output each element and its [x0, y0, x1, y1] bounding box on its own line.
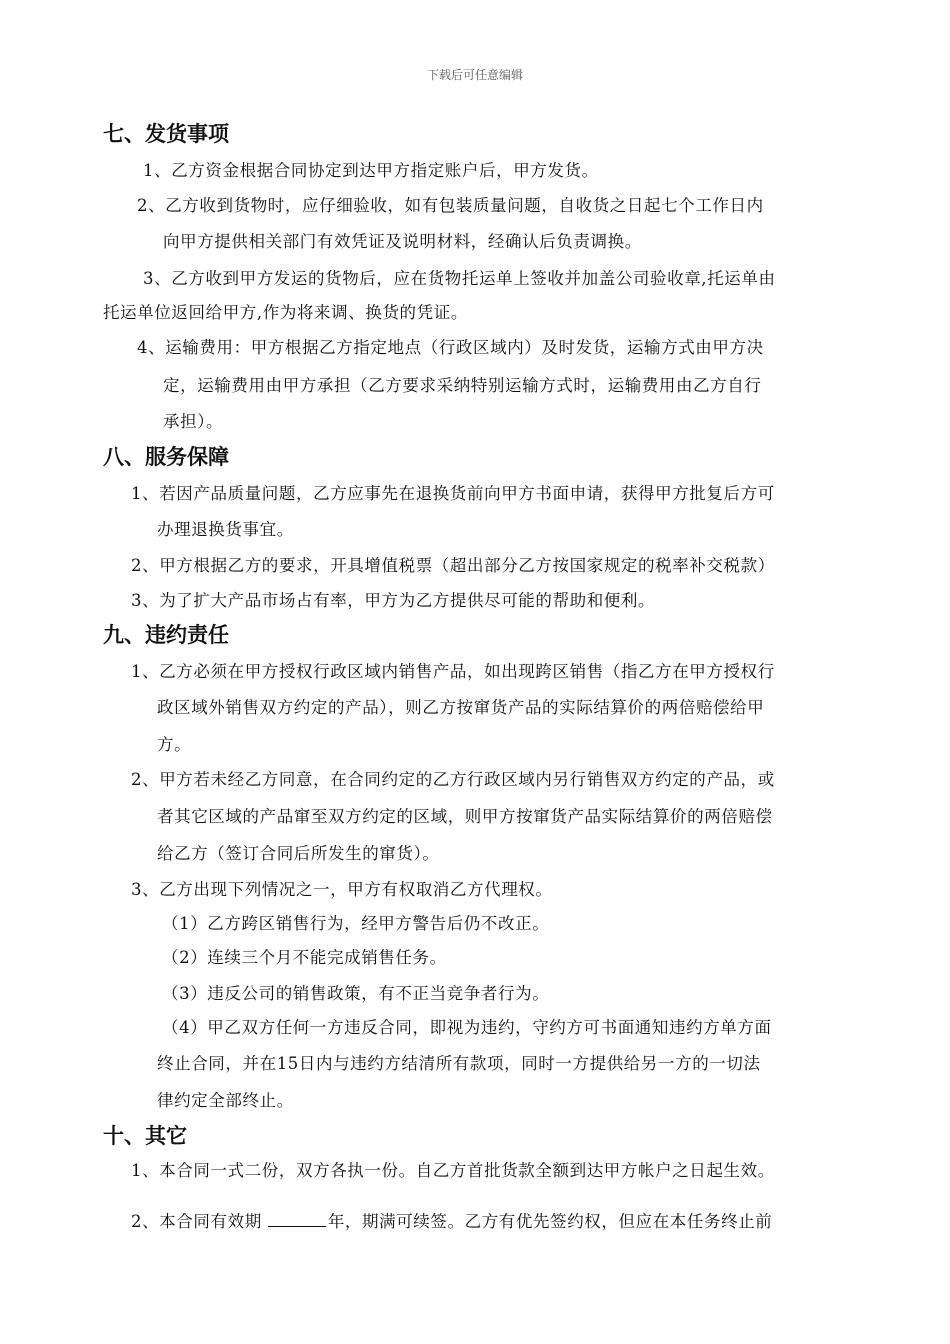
s9-line-4: 2、甲方若未经乙方同意，在合同约定的乙方行政区域内另行销售双方约定的产品，或 [131, 770, 775, 789]
section-8-title: 八、服务保障 [103, 445, 229, 469]
section-9-title: 九、违约责任 [103, 623, 229, 647]
s9-line-3: 方。 [157, 735, 192, 754]
section-10-title: 十、其它 [103, 1124, 187, 1148]
validity-years-blank [268, 1212, 326, 1227]
s10-line-2-prefix: 2、本合同有效期 [131, 1212, 262, 1231]
s8-line-1: 1、若因产品质量问题，乙方应事先在退换货前向甲方书面申请，获得甲方批复后方可 [131, 484, 775, 503]
s9-item-2: （2）连续三个月不能完成销售任务。 [162, 948, 447, 967]
s7-line-3: 向甲方提供相关部门有效凭证及说明材料，经确认后负责调换。 [163, 232, 642, 251]
s8-line-3: 2、甲方根据乙方的要求，开具增值税票（超出部分乙方按国家规定的税率补交税款） [131, 556, 775, 575]
s7-line-4: 3、乙方收到甲方发运的货物后，应在货物托运单上签收并加盖公司验收章,托运单由 [143, 269, 776, 288]
s9-line-2: 政区域外销售双方约定的产品），则乙方按窜货产品的实际结算价的两倍赔偿给甲 [157, 698, 765, 717]
s8-line-2: 办理退换货事宜。 [157, 520, 294, 539]
s9-item-4: （4）甲乙双方任何一方违反合同，即视为违约，守约方可书面通知违约方单方面 [162, 1018, 772, 1037]
s9-item-4-cont-1: 终止合同，并在15日内与违约方结清所有款项，同时一方提供给另一方的一切法 [157, 1054, 761, 1073]
s9-line-7: 3、乙方出现下列情况之一，甲方有权取消乙方代理权。 [131, 880, 553, 899]
download-watermark: 下载后可任意编辑 [426, 68, 523, 82]
s8-line-4: 3、为了扩大产品市场占有率，甲方为乙方提供尽可能的帮助和便利。 [131, 591, 656, 610]
s9-item-1: （1）乙方跨区销售行为，经甲方警告后仍不改正。 [162, 914, 550, 933]
s7-line-8: 承担）。 [163, 412, 224, 431]
s7-line-7: 定，运输费用由甲方承担（乙方要求采纳特别运输方式时，运输费用由乙方自行 [163, 376, 762, 395]
s9-line-6: 给乙方（签订合同后所发生的窜货）。 [157, 844, 440, 863]
s10-line-1: 1、本合同一式二份，双方各执一份。自乙方首批货款全额到达甲方帐户之日起生效。 [131, 1161, 775, 1180]
s7-line-1: 1、乙方资金根据合同协定到达甲方指定账户后，甲方发货。 [143, 161, 599, 180]
s9-line-1: 1、乙方必须在甲方授权行政区域内销售产品，如出现跨区销售（指乙方在甲方授权行 [131, 662, 775, 681]
s9-item-3: （3）违反公司的销售政策，有不正当竞争者行为。 [162, 984, 550, 1003]
s7-line-5: 托运单位返回给甲方,作为将来调、换货的凭证。 [103, 303, 468, 322]
s10-line-2-suffix: 年，期满可续签。乙方有优先签约权，但应在本任务终止前 [327, 1212, 773, 1231]
s7-line-6: 4、运输费用：甲方根据乙方指定地点（行政区域内）及时发货，运输方式由甲方决 [137, 338, 764, 357]
s9-item-4-cont-2: 律约定全部终止。 [157, 1091, 294, 1110]
s7-line-2: 2、乙方收到货物时，应仔细验收，如有包装质量问题，自收货之日起七个工作日内 [137, 196, 764, 215]
s9-line-5: 者其它区域的产品窜至双方约定的区域，则甲方按窜货产品实际结算价的两倍赔偿 [157, 807, 773, 826]
section-7-title: 七、发货事项 [103, 122, 229, 146]
s10-line-2 [131, 1208, 772, 1232]
